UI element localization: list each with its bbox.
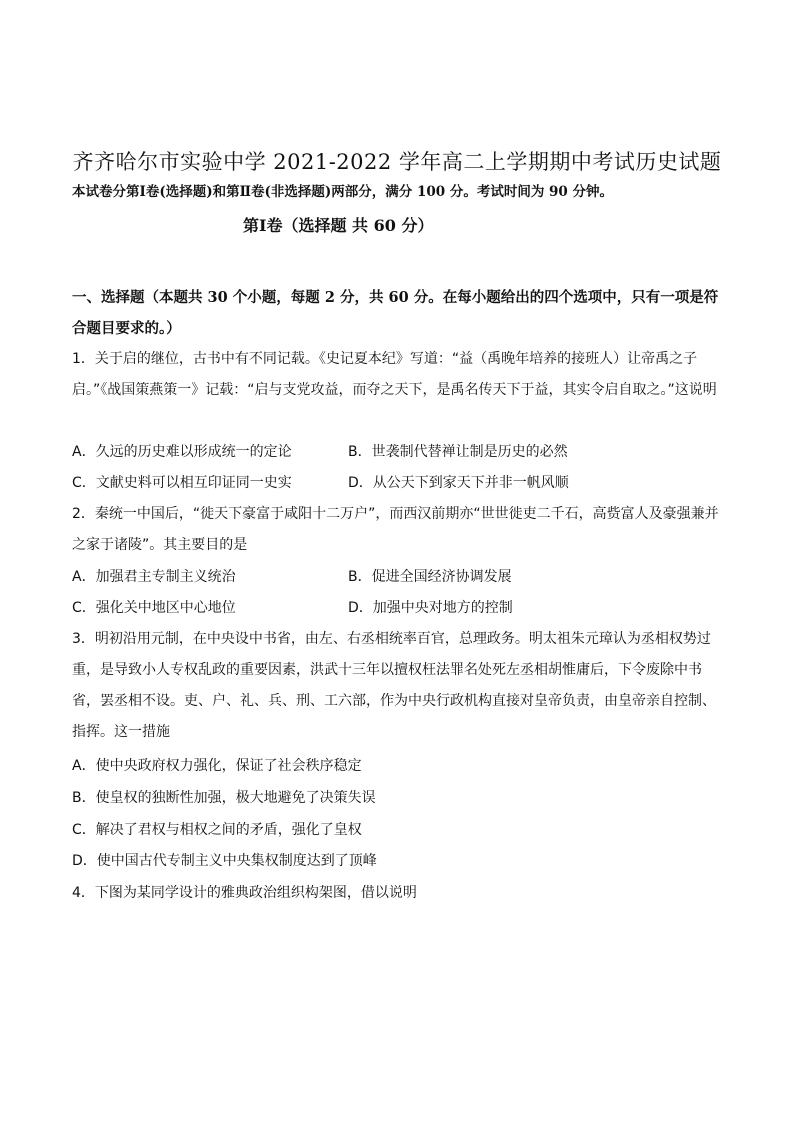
- question-2-option-b: B．促进全国经济协调发展: [348, 569, 512, 585]
- question-3-option-a: A．使中央政府权力强化，保证了社会秩序稳定: [72, 758, 362, 774]
- question-4-stem: 4．下图为某同学设计的雅典政治组织构架图，借以说明: [72, 885, 417, 901]
- question-2-option-c: C．强化关中地区中心地位: [72, 600, 236, 616]
- question-2-option-d: D．加强中央对地方的控制: [348, 600, 513, 616]
- question-1-option-b: B．世袭制代替禅让制是历史的必然: [348, 444, 568, 460]
- question-1-option-d: D．从公天下到家天下并非一帆风顺: [348, 475, 569, 491]
- exam-intro: 本试卷分第Ⅰ卷(选择题)和第Ⅱ卷(非选择题)两部分，满分 100 分。考试时间为 90 分钟。: [72, 184, 614, 200]
- part-one-heading: 第Ⅰ卷（选择题 共 60 分）: [243, 216, 434, 235]
- section-heading: 一、选择题（本题共 30 个小题，每题 2 分，共 60 分。在每小题给出的四个选项中，只有一项是符合题目要求的。）: [72, 289, 719, 337]
- question-3-option-c: C．解决了君权与相权之间的矛盾，强化了皇权: [72, 822, 362, 838]
- question-2-option-a: A．加强君主专制主义统治: [72, 569, 236, 585]
- exam-title: 齐齐哈尔市实验中学 2021-2022 学年高二上学期期中考试历史试题: [72, 150, 722, 174]
- question-1-option-a: A．久远的历史难以形成统一的定论: [72, 444, 292, 460]
- question-3-stem: 3．明初沿用元制，在中央设中书省，由左、右丞相统率百官，总理政务。明太祖朱元璋认为丞相权势过重，是导致小人专权乱政的重要因素，洪武十三年以擅权枉法罪名处死左丞相胡惟庸后，下令废除中书省，罢丞相不设。吏、户、礼、兵、刑、工六部，作为中央行政机构直接对皇帝负责，由皇帝亲自控制、指挥。这一措施: [72, 631, 716, 740]
- question-1-stem: 1．关于启的继位，古书中有不同记载。《史记夏本纪》写道：“益（禹晚年培养的接班人）让帝禹之子启。”《战国策燕策一》记载：“启与支党攻益，而夺之天下，是禹名传天下于益，其实令启自取之。”这说明: [72, 351, 717, 398]
- question-3-option-d: D．使中国古代专制主义中央集权制度达到了顶峰: [72, 853, 377, 869]
- question-2-stem: 2．秦统一中国后，“徙天下豪富于咸阳十二万户”，而西汉前期亦“世世徙吏二千石，高赀富人及豪强兼并之家于诸陵”。其主要目的是: [72, 506, 719, 553]
- question-1-option-c: C．文献史料可以相互印证同一史实: [72, 475, 292, 491]
- question-3-option-b: B．使皇权的独断性加强，极大地避免了决策失误: [72, 790, 376, 806]
